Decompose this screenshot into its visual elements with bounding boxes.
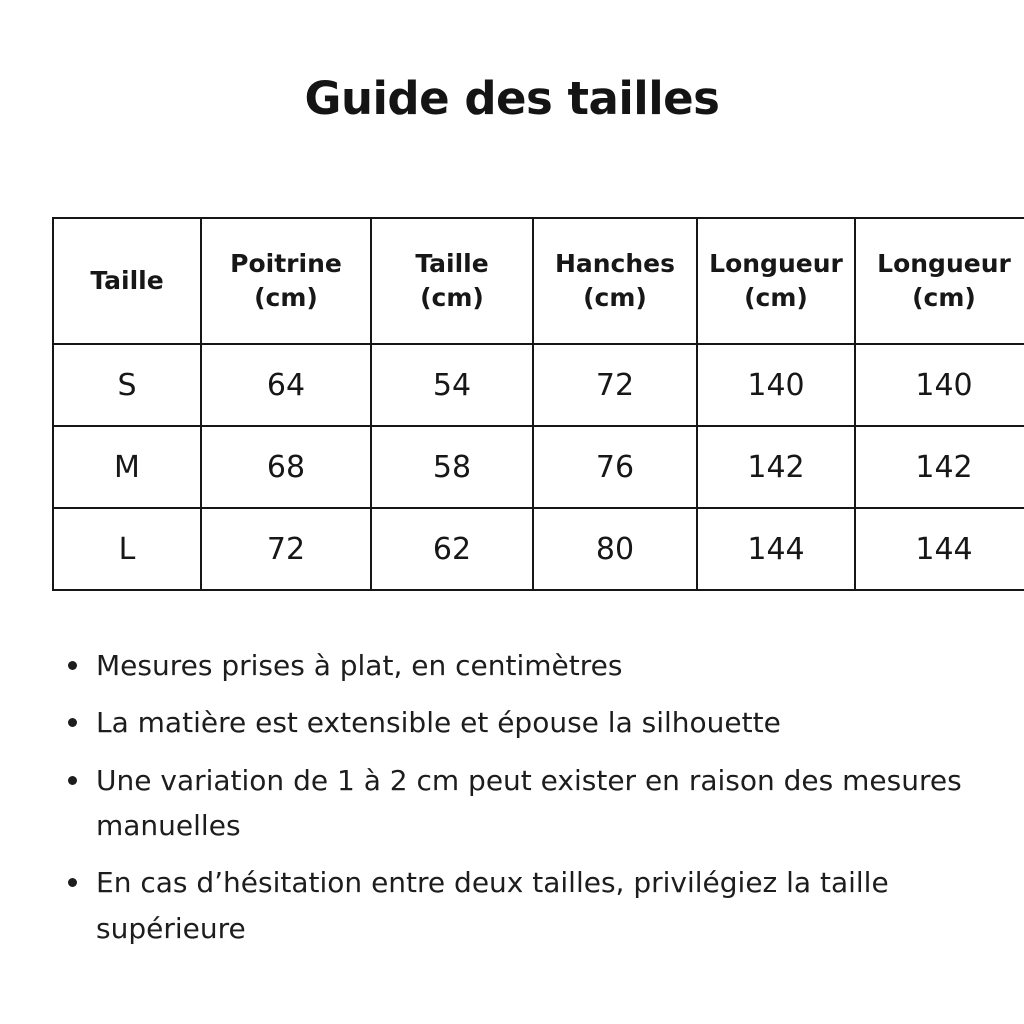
cell-longueur-2: 142 — [855, 426, 1024, 508]
column-header-label: Longueur — [709, 249, 843, 279]
column-header-longueur-2 — [855, 218, 1024, 344]
column-header-unit: (cm) — [583, 283, 647, 312]
cell-taille: 58 — [371, 426, 533, 508]
cell-size: M — [53, 426, 201, 508]
list-item: La matière est extensible et épouse la silhouette — [60, 700, 976, 745]
column-header-taille-cm — [371, 218, 533, 344]
table-row — [53, 426, 1024, 508]
cell-taille: 54 — [371, 344, 533, 426]
cell-longueur-2: 144 — [855, 508, 1024, 590]
column-header-unit: (cm) — [420, 283, 484, 312]
list-item: En cas d’hésitation entre deux tailles, privilégiez la taille supérieure — [60, 860, 976, 951]
column-header-unit: (cm) — [744, 283, 808, 312]
table-row — [53, 508, 1024, 590]
cell-hanches: 76 — [533, 426, 697, 508]
column-header-label: Longueur — [877, 249, 1011, 279]
list-item: Une variation de 1 à 2 cm peut exister en raison des mesures manuelles — [60, 758, 976, 849]
cell-poitrine: 64 — [201, 344, 371, 426]
table-body — [53, 344, 1024, 590]
size-table — [52, 217, 1024, 591]
column-header-hanches — [533, 218, 697, 344]
cell-size: L — [53, 508, 201, 590]
cell-poitrine: 72 — [201, 508, 371, 590]
column-header-taille — [53, 218, 201, 344]
page-title: Guide des tailles — [304, 72, 720, 125]
notes-list — [0, 591, 1000, 951]
column-header-label: Poitrine — [230, 249, 342, 279]
column-header-poitrine — [201, 218, 371, 344]
list-item: Mesures prises à plat, en centimètres — [60, 643, 976, 688]
cell-longueur-1: 140 — [697, 344, 855, 426]
column-header-longueur-1 — [697, 218, 855, 344]
table-header-row — [53, 218, 1024, 344]
column-header-unit: (cm) — [912, 283, 976, 312]
cell-size: S — [53, 344, 201, 426]
cell-longueur-1: 144 — [697, 508, 855, 590]
column-header-label: Taille — [90, 266, 164, 296]
cell-taille: 62 — [371, 508, 533, 590]
column-header-unit: (cm) — [254, 283, 318, 312]
cell-hanches: 80 — [533, 508, 697, 590]
table-header — [53, 218, 1024, 344]
cell-poitrine: 68 — [201, 426, 371, 508]
column-header-label: Taille — [415, 249, 489, 279]
cell-hanches: 72 — [533, 344, 697, 426]
table-row — [53, 344, 1024, 426]
cell-longueur-2: 140 — [855, 344, 1024, 426]
column-header-label: Hanches — [554, 249, 676, 279]
cell-longueur-1: 142 — [697, 426, 855, 508]
size-table-container — [52, 125, 1011, 591]
